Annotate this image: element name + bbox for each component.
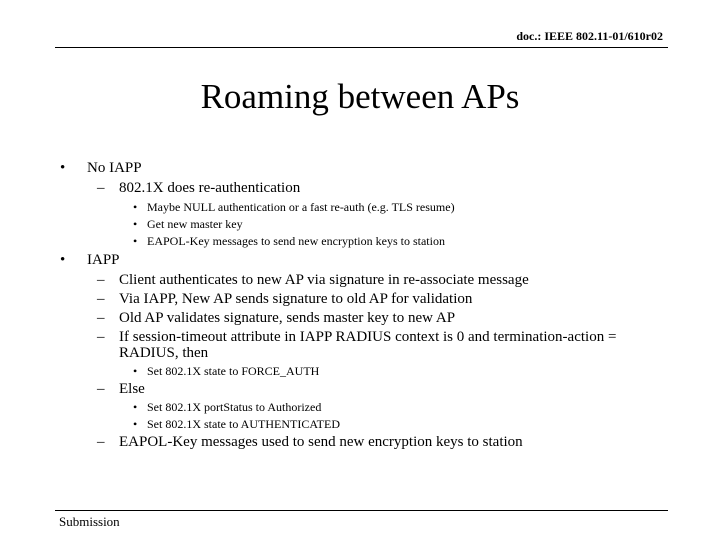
dash-marker: – [97, 381, 105, 397]
bullet-marker: • [133, 364, 138, 378]
header-rule [55, 47, 668, 48]
sub-sub-bullet-authorized: Set 802.1X portStatus to Authorized [147, 400, 322, 414]
document-id: doc.: IEEE 802.11-01/610r02 [516, 29, 663, 43]
dash-marker: – [97, 434, 105, 450]
footer-submission: Submission [59, 514, 120, 529]
footer-rule [55, 510, 668, 511]
sub-bullet-eapol-used: EAPOL-Key messages used to send new encryption keys to station [119, 434, 523, 450]
bullet-marker: • [133, 400, 138, 414]
dash-marker: – [97, 310, 105, 326]
bullet-marker: • [133, 200, 138, 214]
sub-bullet-session-timeout: If session-timeout attribute in IAPP RADIUS context is 0 and termination-action = [119, 329, 617, 345]
sub-bullet-client-auth: Client authenticates to new AP via signature in re-associate message [119, 272, 529, 288]
sub-sub-bullet-authenticated: Set 802.1X state to AUTHENTICATED [147, 417, 340, 431]
bullet-marker: • [133, 217, 138, 231]
bullet-marker: • [60, 252, 66, 268]
dash-marker: – [97, 329, 105, 345]
dash-marker: – [97, 272, 105, 288]
sub-sub-bullet-null-auth: Maybe NULL authentication or a fast re-auth (e.g. TLS resume) [147, 200, 455, 214]
bullet-no-iapp: No IAPP [87, 160, 142, 176]
dash-marker: – [97, 291, 105, 307]
sub-bullet-else: Else [119, 381, 145, 397]
bullet-iapp: IAPP [87, 252, 120, 268]
bullet-marker: • [60, 160, 66, 176]
slide-title: Roaming between APs [200, 77, 520, 116]
bullet-marker: • [133, 234, 138, 248]
sub-bullet-session-timeout-cont: RADIUS, then [119, 345, 209, 361]
bullet-marker: • [133, 417, 138, 431]
sub-bullet-reauth: 802.1X does re-authentication [119, 180, 301, 196]
sub-sub-bullet-master-key: Get new master key [147, 217, 243, 231]
sub-sub-bullet-eapol: EAPOL-Key messages to send new encryption keys to station [147, 234, 445, 248]
sub-bullet-via-iapp: Via IAPP, New AP sends signature to old AP for validation [119, 291, 473, 307]
sub-bullet-old-ap: Old AP validates signature, sends master key to new AP [119, 310, 456, 326]
sub-sub-bullet-force-auth: Set 802.1X state to FORCE_AUTH [147, 364, 320, 378]
dash-marker: – [97, 180, 105, 196]
